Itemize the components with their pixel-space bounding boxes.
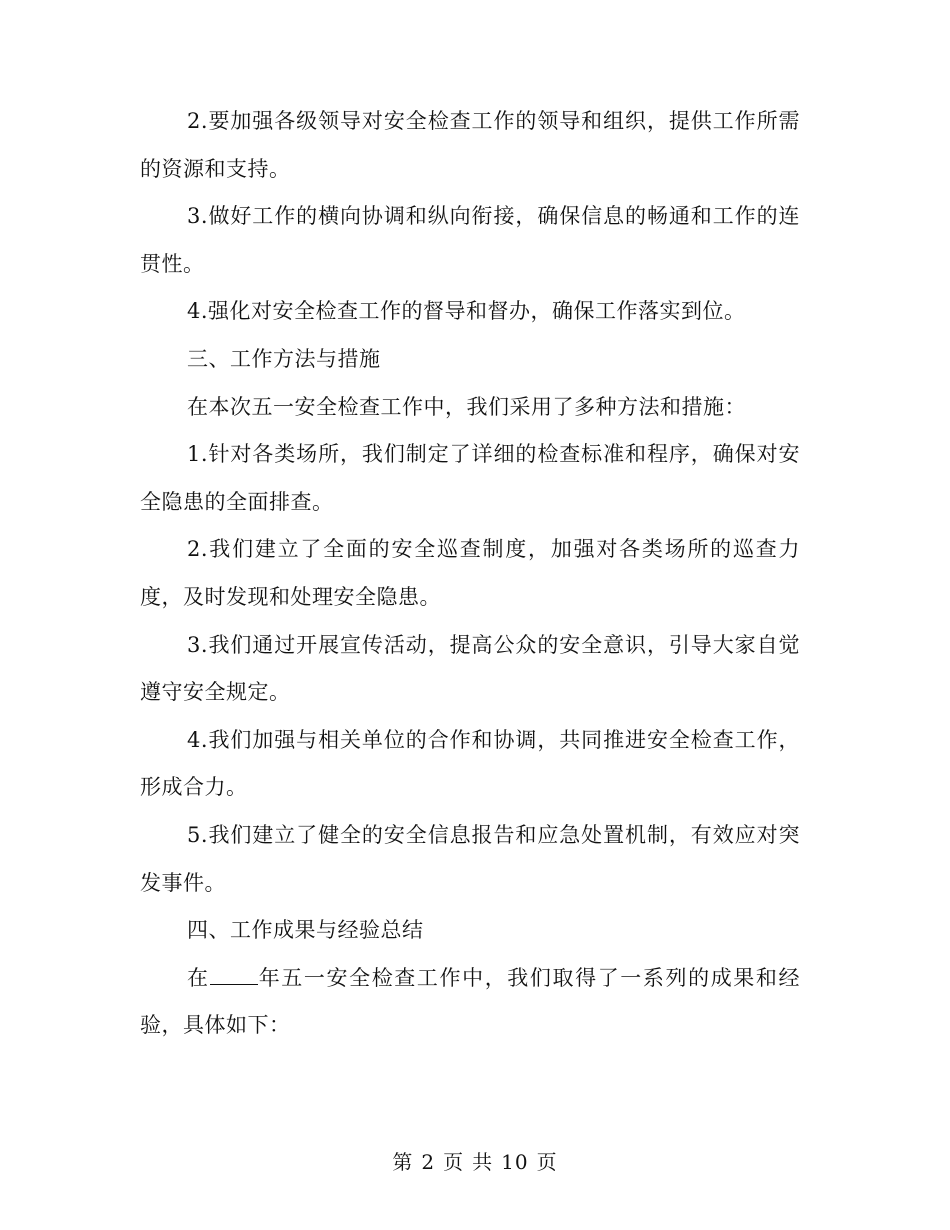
footer-label: 共 [472,1150,494,1174]
footer-label: 页 [536,1150,558,1174]
total-page-count: 10 [501,1150,529,1174]
section-heading: 三、工作方法与措施 [187,346,381,371]
document-body [140,98,800,1050]
paragraph: 2.要加强各级领导对安全检查工作的领导和组织，提供工作所需的资源和支持。 [140,109,800,181]
footer-label: 第 [392,1150,414,1174]
page-footer [0,1146,950,1175]
paragraph [140,955,800,1050]
section-heading: 四、工作成果与经验总结 [187,918,424,943]
paragraph: 3.做好工作的横向协调和纵向衔接，确保信息的畅通和工作的连贯性。 [140,204,800,276]
paragraph-text: 年五一安全检查工作中，我们取得了一系列的成果和经验，具体如下： [140,965,801,1038]
current-page-number: 2 [421,1150,436,1174]
paragraph: 在本次五一安全检查工作中，我们采用了多种方法和措施： [187,394,746,419]
paragraph: 1.针对各类场所，我们制定了详细的检查标准和程序，确保对安全隐患的全面排查。 [140,442,800,514]
paragraph: 4.我们加强与相关单位的合作和协调，共同推进安全检查工作，形成合力。 [140,727,800,800]
fill-in-blank [210,983,258,985]
paragraph: 3.我们通过开展宣传活动，提高公众的安全意识，引导大家自觉遵守安全规定。 [140,632,800,705]
paragraph: 4.强化对安全检查工作的督导和督办，确保工作落实到位。 [187,299,746,324]
paragraph: 2.我们建立了全面的安全巡查制度，加强对各类场所的巡查力度，及时发现和处理安全隐患。 [140,537,800,609]
paragraph: 5.我们建立了健全的安全信息报告和应急处置机制，有效应对突发事件。 [140,822,800,895]
footer-label: 页 [443,1150,465,1174]
paragraph-text: 在 [187,965,210,990]
